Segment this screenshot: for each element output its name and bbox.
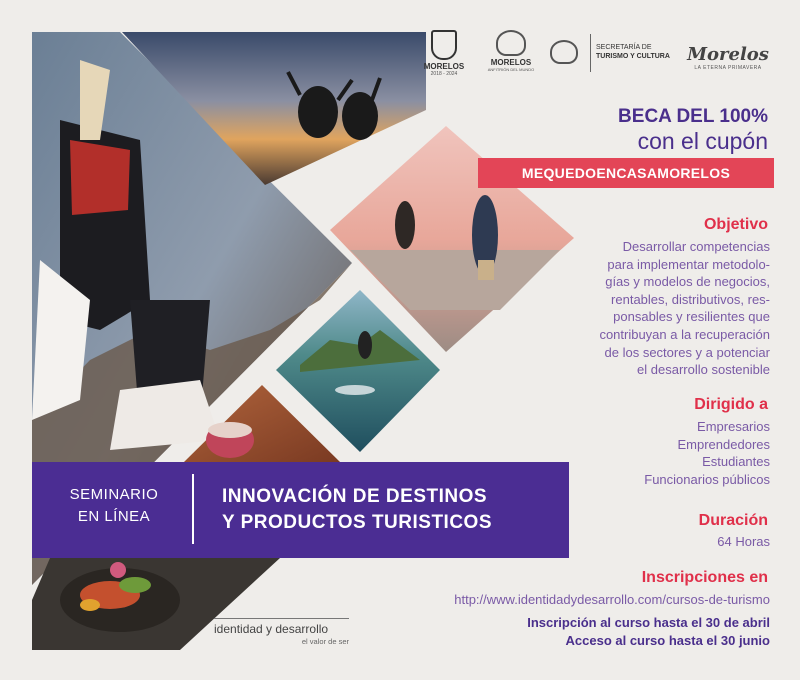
morelos-script-logo: [680, 44, 776, 71]
seminar-type-line2: EN LÍNEA: [77, 508, 151, 525]
seminar-title-line1: INNOVACIÓN DE DESTINOS: [222, 486, 488, 507]
seminar-banner: [32, 462, 569, 558]
banner-divider: [192, 474, 194, 544]
morelos-label: MORELOS: [423, 62, 465, 71]
objetivo-line: contribuyan a la recuperación: [599, 326, 770, 342]
morelos-years: 2018 - 2024: [430, 71, 458, 77]
seminar-type-line1: SEMINARIO: [69, 486, 159, 503]
shield-icon: [431, 30, 457, 60]
inscripciones-url[interactable]: http://www.identidadydesarrollo.com/cursos-de-turismo: [454, 592, 770, 607]
secretaria-logo: [550, 40, 670, 70]
divider-line: [590, 34, 591, 72]
lotus-icon: [496, 30, 526, 56]
beca-subtitle: con el cupón: [637, 128, 768, 154]
secretaria-line1: SECRETARÍA DE: [596, 44, 652, 51]
objetivo-line: gías y modelos de negocios,: [605, 274, 770, 290]
morelos2-sub: ANFITRIÓN DEL MUNDO: [487, 67, 535, 72]
dirigido-item: Empresarios: [697, 419, 770, 434]
beca-title: BECA DEL 100%: [618, 106, 768, 127]
brand-tagline: el valor de ser: [301, 637, 349, 646]
morelos-script-sub: LA ETERNA PRIMAVERA: [694, 65, 762, 71]
duracion-value: 64 Horas: [717, 534, 770, 549]
brand-name: identidad y desarrollo: [214, 622, 329, 636]
dirigido-item: Emprendedores: [677, 436, 770, 452]
objetivo-line: de los sectores y a potenciar: [604, 344, 770, 360]
logos-row: [418, 30, 778, 80]
inscripciones-title: Inscripciones en: [641, 569, 768, 586]
acceso-date: Acceso al curso hasta el 30 junio: [565, 633, 770, 648]
objetivo-text: [599, 238, 770, 379]
objetivo-line: rentables, distributivos, res-: [611, 291, 770, 307]
objetivo-line: Desarrollar competencias: [622, 239, 770, 254]
morelos-anfitrion-logo: [484, 30, 538, 72]
objetivo-line: ponsables y resilientes que: [613, 309, 770, 325]
seminar-title-line2: Y PRODUCTOS TURISTICOS: [222, 512, 492, 533]
objetivo-line: para implementar metodolo-: [607, 256, 770, 272]
seminar-type: [50, 484, 178, 528]
dirigido-list: [644, 418, 770, 488]
dirigido-item: Estudiantes: [702, 454, 770, 470]
coupon-code: MEQUEDOENCASAMORELOS: [478, 158, 774, 188]
objetivo-title: Objetivo: [703, 216, 768, 233]
duracion-title: Duración: [698, 512, 768, 529]
dirigido-item: Funcionarios públicos: [644, 471, 770, 487]
inscripcion-date: Inscripción al curso hasta el 30 de abril: [527, 615, 770, 630]
morelos-logo: [418, 30, 470, 77]
logo-rule: [214, 618, 349, 619]
lotus-icon: [550, 40, 578, 64]
dirigido-title: Dirigido a: [694, 396, 768, 413]
seminar-title: [222, 484, 562, 536]
morelos2-label: MORELOS: [490, 58, 532, 67]
secretaria-line2: TURISMO Y CULTURA: [596, 53, 670, 60]
morelos-script: Morelos: [687, 44, 769, 65]
identidad-logo: [214, 622, 349, 652]
objetivo-line: el desarrollo sostenible: [637, 362, 770, 378]
